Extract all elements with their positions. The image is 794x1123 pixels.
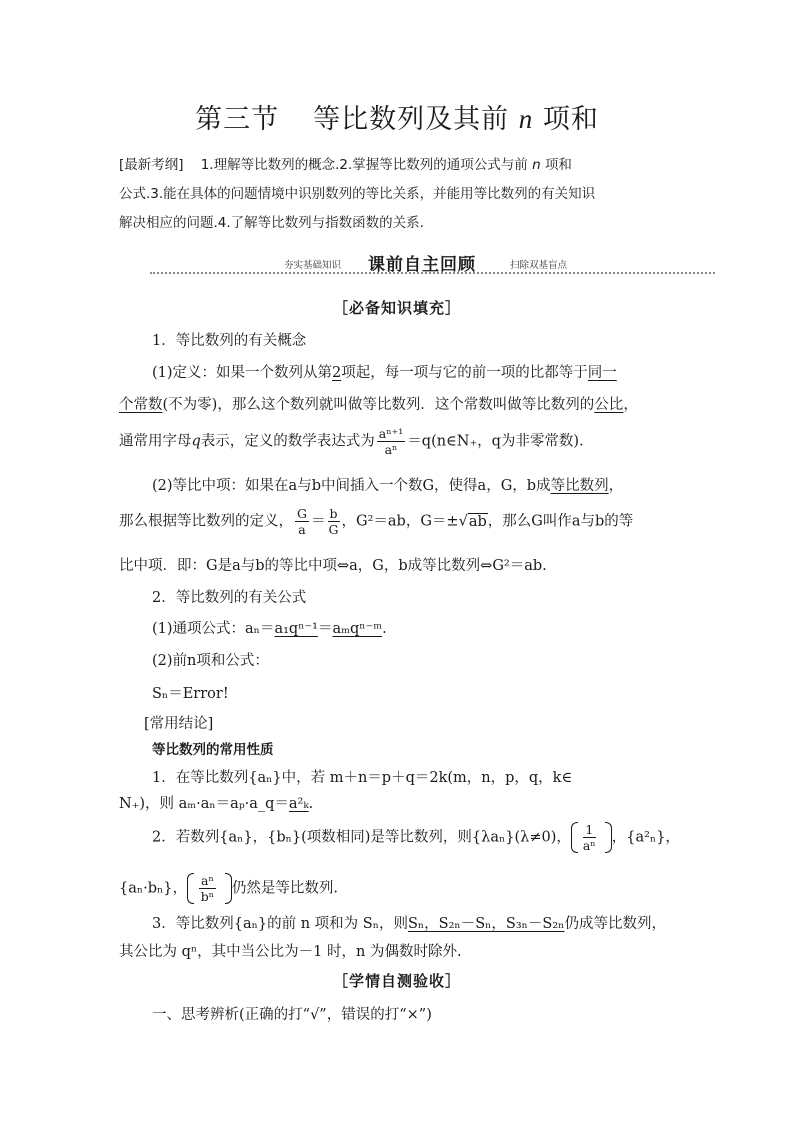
definition-line-1: (1)定义：如果一个数列从第2项起，每一项与它的前一项的比都等于同一 (152, 365, 617, 381)
sum-formula: Sₙ＝Error! (152, 686, 229, 702)
general-term-formula: (1)通项公式：aₙ＝a₁qⁿ⁻¹＝aₘqⁿ⁻ᵐ. (152, 621, 387, 637)
fraction-g-over-a: $\frac{G}{a}$ (297, 506, 307, 537)
geometric-mean-line-1: (2)等比中项：如果在a与b中间插入一个数G，使得a，G，b成等比数列， (152, 478, 624, 494)
outline-line-3: 解决相应的问题.4.了解等比数列与指数函数的关系. (119, 215, 424, 231)
property-title: 等比数列的常用性质 (152, 742, 274, 758)
sqrt-ab: ab (468, 513, 487, 530)
banner-center-text: 课前自主回顾 (368, 255, 476, 275)
sum-formula-title: (2)前n项和公式： (152, 653, 269, 669)
property-3-line-1: 3．等比数列{aₙ}的前 n 项和为 Sₙ，则Sₙ，S₂ₙ－Sₙ，S₃ₙ－S₂ₙ仍成等比数列， (152, 916, 666, 932)
fraction-b-over-g: $\frac{b}{G}$ (328, 506, 339, 537)
definition-line-2: 个常数(不为零)，那么这个数列就叫做等比数列．这个常数叫做等比数列的公比， (119, 397, 638, 413)
section-heading-knowledge: ［必备知识填充］ (332, 299, 461, 317)
blank-answer: 等比数列 (550, 478, 609, 494)
property-1-line-1: 1．在等比数列{aₙ}中，若 m＋n＝p＋q＝2k(m，n，p，q，k∈ (152, 770, 573, 786)
property-1-line-2: N₊)，则 aₘ·aₙ＝aₚ·a_q＝a²ₖ. (119, 796, 314, 812)
item-1-title: 1．等比数列的有关概念 (152, 333, 307, 349)
property-2-line-1: 2．若数列{aₙ}，{bₙ}(项数相同)是等比数列，则{λaₙ}(λ≠0)， $\frac{1}{\text{aⁿ}}$ ，{a²ₙ}， (152, 822, 680, 853)
geometric-mean-line-2: 那么根据等比数列的定义， $\frac{G}{a}$ ＝ $\frac{b}{G}$ ，G²＝ab，G＝±√ab，那么G叫作a与b的等 (119, 506, 634, 537)
blank-answer: 公比 (594, 397, 624, 413)
braced-reciprocal: $\frac{1}{\text{aⁿ}}$ (571, 822, 612, 853)
blank-answer: 2 (332, 365, 342, 381)
blank-answer: 同一 (587, 365, 617, 381)
blank-answer: 个常数 (119, 397, 163, 413)
blank-answer: aₘqⁿ⁻ᵐ (332, 621, 383, 637)
ratio-fraction: $\frac{\text{aⁿ⁺¹}}{\text{aⁿ}}$ (378, 426, 404, 457)
conclusion-label: [常用结论] (144, 716, 214, 732)
syllabus-outline (119, 151, 679, 238)
braced-quotient: $\frac{\text{aⁿ}}{\text{bⁿ}}$ (187, 873, 232, 904)
outline-line-2: 公式.3.能在具体的问题情境中识别数列的等比关系，并能用等比数列的有关知识 (119, 186, 596, 202)
definition-line-3: 通常用字母q表示，定义的数学表达式为 $\frac{\text{aⁿ⁺¹}}{\text{aⁿ}}$ ＝q(n∈N₊，q为非零常数)． (119, 426, 594, 457)
blank-answer: a²ₖ (288, 796, 309, 812)
blank-answer: Sₙ，S₂ₙ－Sₙ，S₃ₙ－S₂ₙ (407, 916, 565, 932)
self-test-question-1: 一、思考辨析(正确的打“√”，错误的打“×”) (152, 1007, 432, 1023)
blank-answer: a₁qⁿ⁻¹ (274, 621, 318, 637)
geometric-mean-line-3: 比中项．即：G是a与b的等比中项⇔a，G，b成等比数列⇔G²＝ab. (119, 558, 547, 574)
item-2-title: 2．等比数列的有关公式 (152, 590, 307, 606)
property-3-line-2: 其公比为 qⁿ，其中当公比为－1 时，n 为偶数时除外. (119, 944, 462, 960)
section-heading-self-test: ［学情自测验收］ (332, 972, 461, 990)
page-title: 第三节 等比数列及其前 n 项和 (195, 104, 599, 135)
banner-left-text: 夯实基础知识 (284, 260, 342, 271)
outline-line-1: [最新考纲] 1.理解等比数列的概念.2.掌握等比数列的通项公式与前 n 项和 (119, 157, 572, 173)
property-2-line-2: {aₙ·bₙ}， $\frac{\text{aⁿ}}{\text{bⁿ}}$ 仍然是等比数列. (119, 873, 339, 904)
banner-right-text: 扫除双基盲点 (510, 260, 568, 271)
section-banner (150, 252, 715, 276)
